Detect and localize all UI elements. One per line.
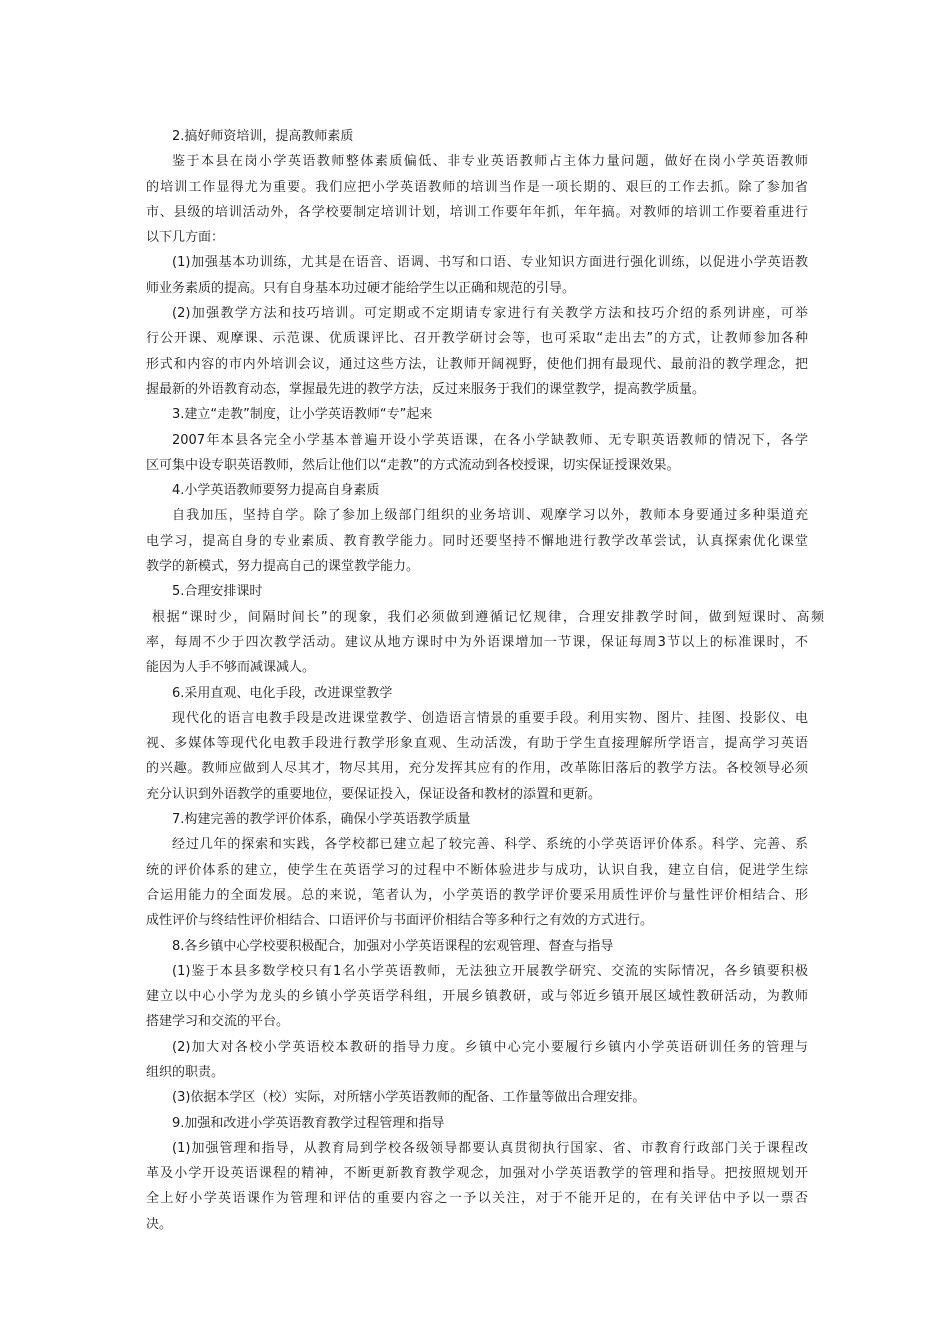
paragraph-line: 建立以中心小学为龙头的乡镇小学英语学科组，开展乡镇教研，或与邻近乡镇开展区域性教研活动，为教师	[146, 989, 808, 1005]
section-heading: 7.构建完善的教学评价体系，确保小学英语教学质量	[172, 812, 471, 828]
section-heading: 6.采用直观、电化手段，改进课堂教学	[172, 685, 393, 701]
paragraph-line: (2)加强教学方法和技巧培训。可定期或不定期请专家进行有关教学方法和技巧介绍的系列讲座，可举	[172, 306, 808, 322]
section-heading: 8.各乡镇中心学校要积极配合，加强对小学英语课程的宏观管理、督查与指导	[172, 938, 614, 954]
paragraph-line: 充分认识到外语教学的重要地位，要保证投入，保证设备和教材的添置和更新。	[146, 786, 602, 802]
paragraph-line: 教学的新模式，努力提高自己的课堂教学能力。	[146, 559, 420, 575]
paragraph-line: 组织的职责。	[146, 1064, 225, 1080]
document-page	[146, 124, 824, 1237]
paragraph-line: 师业务素质的提高。只有自身基本功过硬才能给学生以正确和规范的引导。	[146, 280, 576, 296]
paragraph-line: 握最新的外语教育动态，掌握最先进的教学方法，反过来服务于我们的课堂教学，提高教学质量。	[146, 381, 706, 397]
section-heading: 3.建立“走教”制度，让小学英语教师“专”起来	[172, 407, 433, 423]
paragraph-line: 区可集中设专职英语教师，然后让他们以“走教”的方式流动到各校授课，切实保证授课效果。	[146, 457, 680, 473]
paragraph-line: 的培训工作显得尤为重要。我们应把小学英语教师的培训当作是一项长期的、艰巨的工作去抓。除了参加省	[146, 179, 808, 195]
paragraph-line: 现代化的语言电教手段是改进课堂教学、创造语言情景的重要手段。利用实物、图片、挂图、投影仪、电	[172, 710, 808, 726]
section-heading: 2.搞好师资培训，提高教师素质	[172, 129, 354, 144]
paragraph-line: (1)加强管理和指导，从教育局到学校各级领导都要认真贯彻执行国家、省、市教育行政部门关于课程改	[172, 1140, 808, 1156]
section-heading: (3)依据本学区（校）实际，对所辖小学英语教师的配备、工作量等做出合理安排。	[172, 1090, 646, 1106]
paragraph-line: 市、县级的培训活动外，各学校要制定培训计划，培训工作要年年抓，年年搞。对教师的培训工作要着重进行	[146, 204, 808, 220]
paragraph-line: 成性评价与终结性评价相结合、口语评价与书面评价相结合等多种行之有效的方式进行。	[146, 913, 654, 929]
paragraph-line: 自我加压，坚持自学。除了参加上级部门组织的业务培训、观摩学习以外，教师本身要通过多种渠道充	[172, 508, 808, 524]
section-heading: 4.小学英语教师要努力提高自身素质	[172, 483, 380, 499]
section-heading: 5.合理安排课时	[172, 584, 263, 600]
paragraph-line: (2)加大对各校小学英语校本教研的指导力度。乡镇中心完小要履行乡镇内小学英语研训任务的管理与	[172, 1039, 808, 1055]
paragraph-line: 经过几年的探索和实践，各学校都已建立起了较完善、科学、系统的小学英语评价体系。科学、完善、系	[172, 837, 808, 853]
paragraph-line: (1)加强基本功训练，尤其是在语音、语调、书写和口语、专业知识方面进行强化训练，以促进小学英语教	[172, 255, 808, 271]
paragraph-line: (1)鉴于本县多数学校只有1名小学英语教师，无法独立开展教学研究、交流的实际情况，各乡镇要积极	[172, 963, 808, 979]
paragraph-line: 形式和内容的市内外培训会议，通过这些方法，让教师开阔视野，使他们拥有最现代、最前沿的教学理念，把	[146, 356, 808, 372]
paragraph-line: 决。	[146, 1216, 173, 1232]
paragraph-line: 能因为人手不够而减课减人。	[146, 660, 316, 676]
paragraph-line: 统的评价体系的建立，使学生在英语学习的过程中不断体验进步与成功，认识自我，建立自信，促进学生综	[146, 862, 808, 878]
section-heading: 9.加强和改进小学英语教育教学过程管理和指导	[172, 1115, 445, 1131]
paragraph-line: 行公开课、观摩课、示范课、优质课评比、召开教学研讨会等，也可采取“走出去”的方式，让教师参加各种	[146, 331, 808, 347]
paragraph-line: 合运用能力的全面发展。总的来说，笔者认为，小学英语的教学评价要采用质性评价与量性评价相结合、形	[146, 887, 808, 903]
paragraph-line: 鉴于本县在岗小学英语教师整体素质偏低、非专业英语教师占主体力量问题，做好在岗小学英语教师	[172, 154, 808, 170]
paragraph-line: 视、多媒体等现代化电教手段进行教学形象直观、生动活泼，有助于学生直接理解所学语言，提高学习英语	[146, 736, 808, 752]
paragraph-line: 的兴趣。教师应做到人尽其才，物尽其用，充分发挥其应有的作用，改革陈旧落后的教学方法。各校领导必须	[146, 761, 808, 777]
paragraph-line: 电学习，提高自身的专业素质、教育教学能力。同时还要坚持不懈地进行教学改革尝试，认真探索优化课堂	[146, 533, 808, 549]
paragraph-line: 全上好小学英语课作为管理和评估的重要内容之一予以关注，对于不能开足的，在有关评估中予以一票否	[146, 1191, 808, 1207]
paragraph-line: 率，每周不少于四次教学活动。建议从地方课时中为外语课增加一节课，保证每周3节以上的标准课时，不	[146, 634, 808, 650]
paragraph-line: 革及小学开设英语课程的精神，不断更新教育教学观念，加强对小学英语教学的管理和指导。把按照规划开	[146, 1166, 808, 1182]
paragraph-line: 2007年本县各完全小学基本普遍开设小学英语课，在各小学缺教师、无专职英语教师的情况下，各学	[172, 432, 808, 448]
paragraph-line: 根据“课时少，间隔时间长”的现象，我们必须做到遵循记忆规律，合理安排教学时间，做到短课时、高频	[152, 609, 824, 625]
paragraph-line: 以下几方面：	[146, 230, 225, 246]
paragraph-line: 搭建学习和交流的平台。	[146, 1014, 290, 1030]
